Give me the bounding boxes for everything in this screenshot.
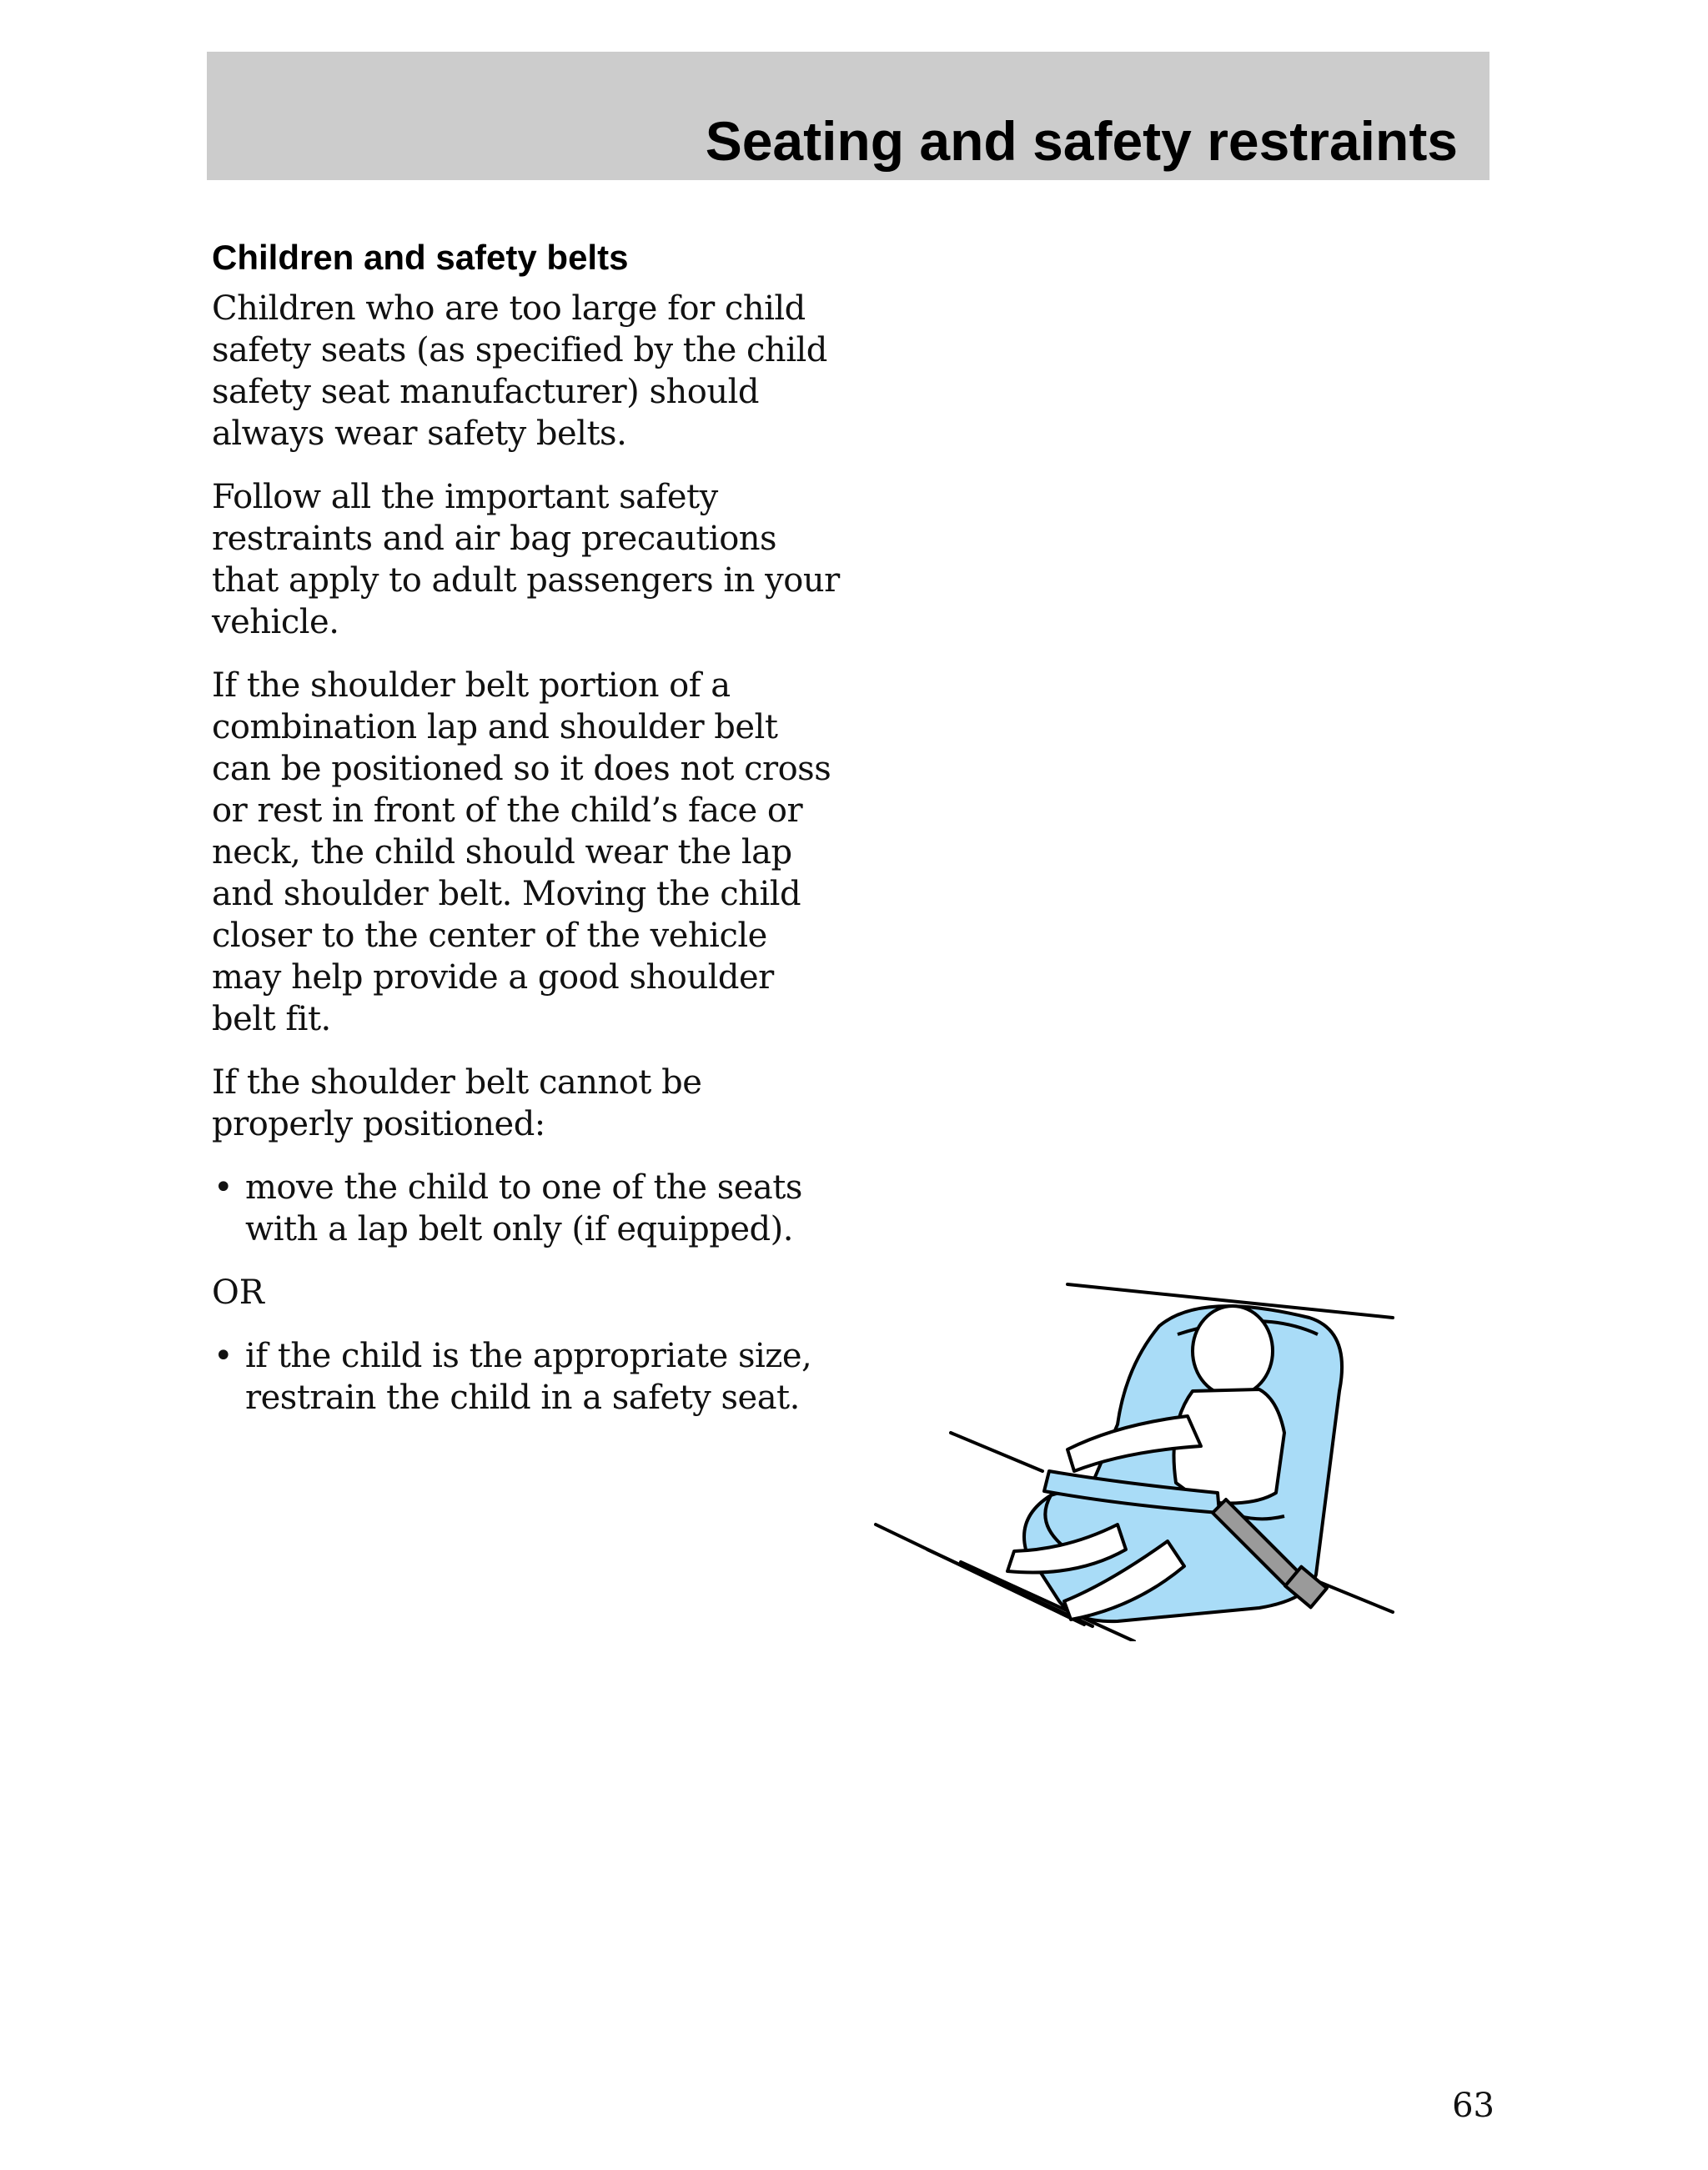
section-heading: Children and safety belts <box>212 238 629 277</box>
header-bar <box>207 52 1489 180</box>
page-number: 63 <box>1452 2087 1494 2125</box>
bullet-text-2: if the child is the appropriate size, restrain the child in a safety seat. <box>245 1336 812 1417</box>
child-booster-seat-illustration <box>867 1274 1401 1641</box>
list-item <box>212 1167 846 1250</box>
bullet-icon: • <box>214 1336 234 1375</box>
page-title: Seating and safety restraints <box>705 110 1458 173</box>
bullet-icon: • <box>214 1168 234 1207</box>
list-item <box>212 1335 846 1419</box>
paragraph-1: Children who are too large for child safety seats (as specified by the child safety seat manufacturer) should always wear safety belts. <box>212 289 827 453</box>
seat-cushion-line <box>951 1433 1042 1471</box>
bullet-text-1: move the child to one of the seats with a lap belt only (if equipped). <box>245 1168 802 1248</box>
paragraph-4: If the shoulder belt cannot be properly positioned: <box>212 1062 702 1143</box>
or-label: OR <box>212 1273 264 1312</box>
paragraph-2: Follow all the important safety restraints and air bag precautions that apply to adult passengers in your vehicle. <box>212 477 840 641</box>
main-content <box>212 235 846 1440</box>
paragraph-3: If the shoulder belt portion of a combination lap and shoulder belt can be positioned so it does not cross or rest in front of the child’s face or neck, the child should wear the lap and shoulder belt. Moving the child closer to the center of the vehicle may help provide a good shoulder belt fit. <box>212 666 831 1038</box>
